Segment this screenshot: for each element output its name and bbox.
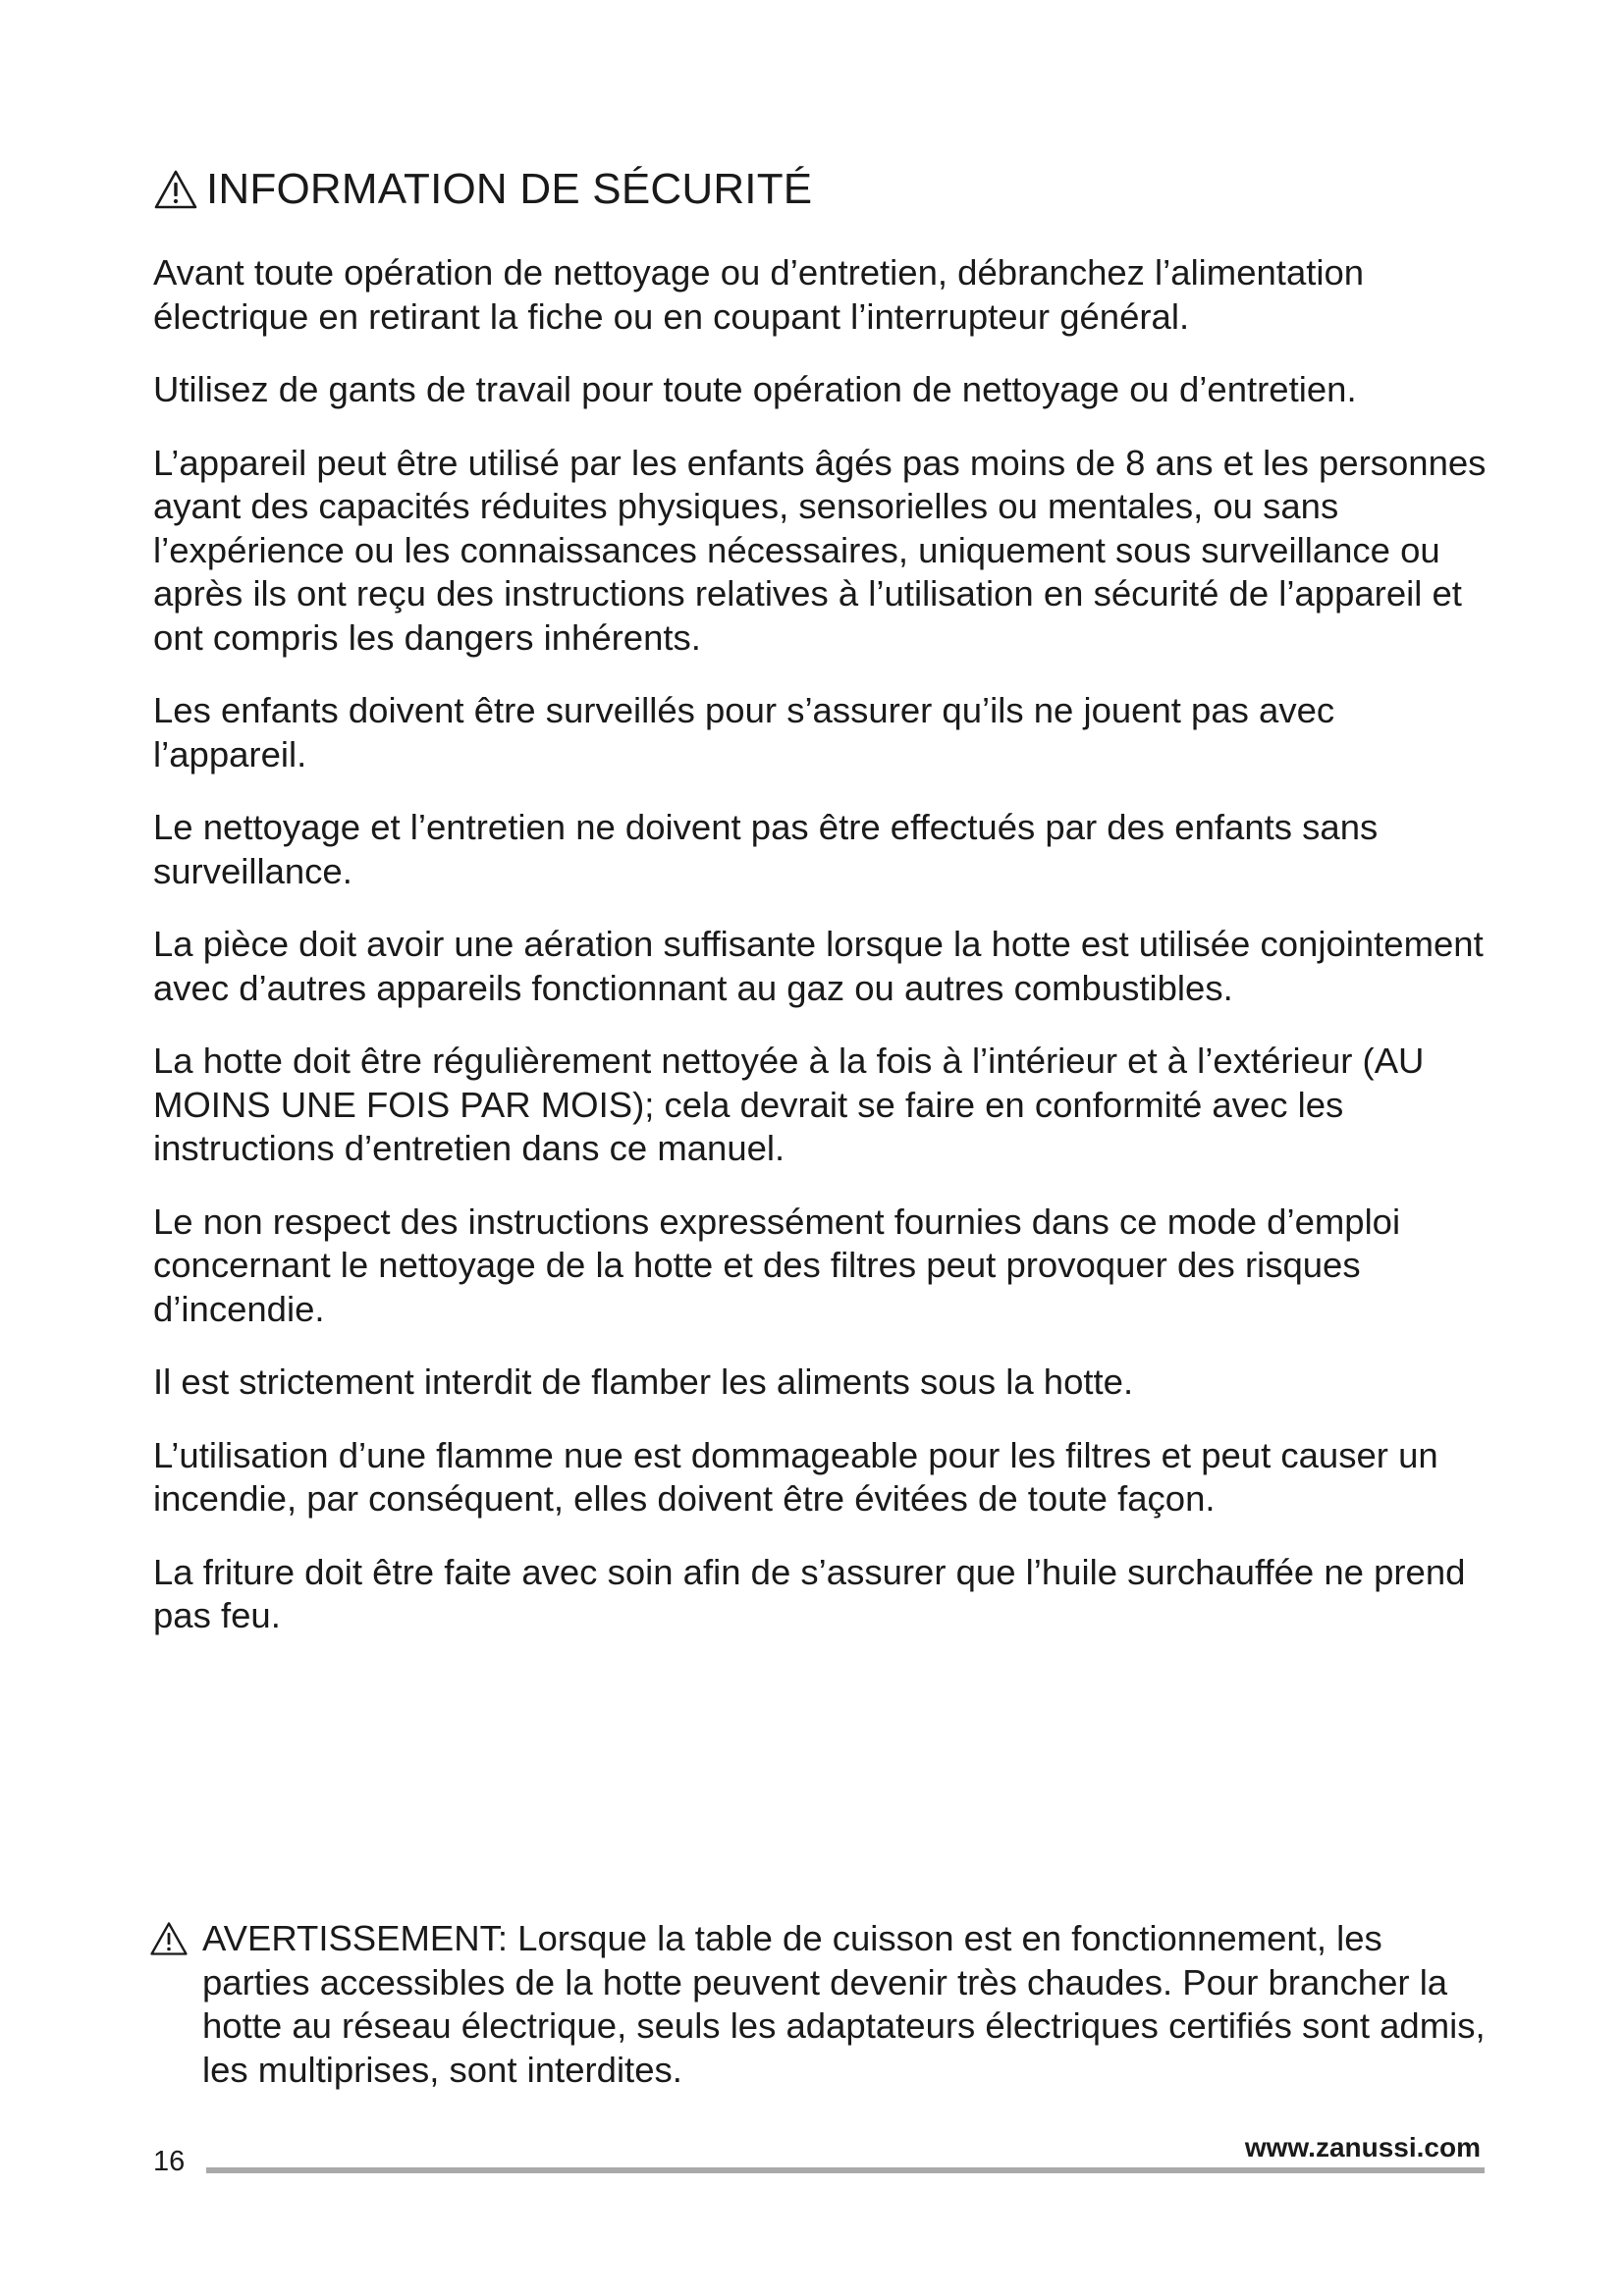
warning-triangle-icon (153, 169, 198, 210)
paragraph-children-usage: L’appareil peut être utilisé par les enfants âgés pas moins de 8 ans et les personnes ayant des capacités réduites physiques, sensorielles ou mentales, ou sans l’expérience ou les connaissances nécessaires, uniquement sous surveillance ou après ils ont reçu des instructions relatives à l’utilisation en sécurité de l’appareil et ont compris les dangers inhérents. (153, 442, 1487, 658)
paragraph-gloves: Utilisez de gants de travail pour toute opération de nettoyage ou d’entretien. (153, 369, 1357, 409)
safety-paragraphs (153, 251, 1489, 1668)
footer-divider (206, 2167, 1485, 2173)
warning-triangle-icon (149, 1921, 189, 1956)
warning-notice (149, 1917, 1489, 2092)
paragraph-fire-risk: Le non respect des instructions expressément fournies dans ce mode d’emploi concernant le nettoyage de la hotte et des filtres peut provoquer des risques d’incendie. (153, 1201, 1401, 1329)
paragraph-no-flambe: Il est strictement interdit de flamber les aliments sous la hotte. (153, 1362, 1134, 1402)
paragraph-ventilation: La pièce doit avoir une aération suffisante lorsque la hotte est utilisée conjointement avec d’autres appareils fonctionnant au gaz ou autres combustibles. (153, 924, 1484, 1008)
section-heading (153, 165, 812, 214)
page-number: 16 (153, 2146, 186, 2177)
paragraph-frying: La friture doit être faite avec soin afin de s’assurer que l’huile surchauffée ne prend pas feu. (153, 1551, 1466, 1635)
paragraph-children-supervision: Les enfants doivent être surveillés pour s’assurer qu’ils ne jouent pas avec l’appareil. (153, 690, 1335, 774)
paragraph-disconnect: Avant toute opération de nettoyage ou d’entretien, débranchez l’alimentation électrique en retirant la fiche ou en coupant l’interrupteur général. (153, 252, 1365, 337)
paragraph-regular-cleaning: La hotte doit être régulièrement nettoyée à la fois à l’intérieur et à l’extérieur (AU MOINS UNE FOIS PAR MOIS); cela devrait se faire en conformité avec les instructions d’entretien dans ce manuel. (153, 1041, 1425, 1168)
website-url: www.zanussi.com (1244, 2132, 1481, 2163)
paragraph-cleaning-children: Le nettoyage et l’entretien ne doivent pas être effectués par des enfants sans surveillance. (153, 807, 1379, 891)
paragraph-open-flame: L’utilisation d’une flamme nue est dommageable pour les filtres et peut causer un incendie, par conséquent, elles doivent être évitées de toute façon. (153, 1434, 1438, 1519)
warning-text: AVERTISSEMENT: Lorsque la table de cuisson est en fonctionnement, les parties accessibles de la hotte peuvent devenir très chaudes. Pour brancher la hotte au réseau électrique, seuls les adaptateurs électriques certifiés sont admis, les multiprises, sont interdites. (202, 1918, 1486, 2090)
section-title: INFORMATION DE SÉCURITÉ (206, 165, 813, 213)
